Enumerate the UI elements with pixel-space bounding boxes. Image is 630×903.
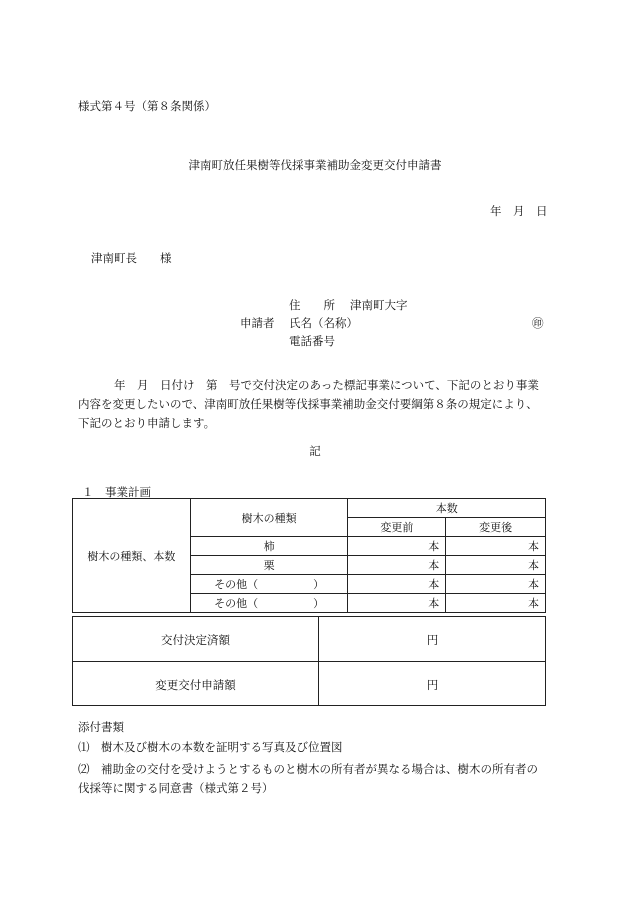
section-heading: １ 事業計画 xyxy=(82,485,151,499)
name-label: 氏名（名称） xyxy=(289,316,358,330)
tree-type: その他（ ） xyxy=(190,575,348,594)
col-after-header: 変更後 xyxy=(446,518,546,537)
before-cell: 本 xyxy=(348,594,446,613)
address-value: 津南町大字 xyxy=(350,298,408,312)
requested-amount-unit: 円 xyxy=(426,678,439,692)
tree-type: その他（ ） xyxy=(190,594,348,613)
decided-amount-unit: 円 xyxy=(426,633,439,647)
date-line: 年 月 日 xyxy=(490,204,548,218)
body-paragraph: 年 月 日付け 第 号で交付決定のあった標記事業について、下記のとおり事業内容を変更したいので、津南町放任果樹等伐採事業補助金交付要綱第８条の規定により、下記のとおり申請します。 xyxy=(78,378,539,430)
applicant-label: 申請者 xyxy=(240,316,275,330)
addressee: 津南町長 様 xyxy=(91,251,172,265)
attachments-heading: 添付書類 xyxy=(78,720,124,734)
decided-amount-label: 交付決定済額 xyxy=(161,633,230,647)
form-number: 様式第４号（第８条関係） xyxy=(78,99,216,113)
col-count-header: 本数 xyxy=(348,499,546,518)
before-cell: 本 xyxy=(348,537,446,556)
before-cell: 本 xyxy=(348,575,446,594)
seal-mark: ㊞ xyxy=(532,316,544,330)
address-label: 住 所 xyxy=(289,298,335,312)
tree-type: 柿 xyxy=(190,537,348,556)
after-cell: 本 xyxy=(446,594,546,613)
row-header: 樹木の種類、本数 xyxy=(73,499,191,613)
plan-table xyxy=(72,498,546,613)
tree-type: 栗 xyxy=(190,556,348,575)
ki-heading: 記 xyxy=(309,444,321,458)
before-cell: 本 xyxy=(348,556,446,575)
col-type-header: 樹木の種類 xyxy=(190,499,348,537)
after-cell: 本 xyxy=(446,575,546,594)
amounts-box xyxy=(72,616,546,706)
attachment-item-2: ⑵ 補助金の交付を受けようとするものと樹木の所有者が異なる場合は、樹木の所有者の伐採等に関する同意書（様式第２号） xyxy=(78,762,538,795)
phone-label: 電話番号 xyxy=(289,334,335,348)
after-cell: 本 xyxy=(446,537,546,556)
attachment-item-1: ⑴ 樹木及び樹木の本数を証明する写真及び位置図 xyxy=(78,740,343,754)
requested-amount-label: 変更交付申請額 xyxy=(155,678,236,692)
col-before-header: 変更前 xyxy=(348,518,446,537)
document-title: 津南町放任果樹等伐採事業補助金変更交付申請書 xyxy=(188,158,442,172)
after-cell: 本 xyxy=(446,556,546,575)
